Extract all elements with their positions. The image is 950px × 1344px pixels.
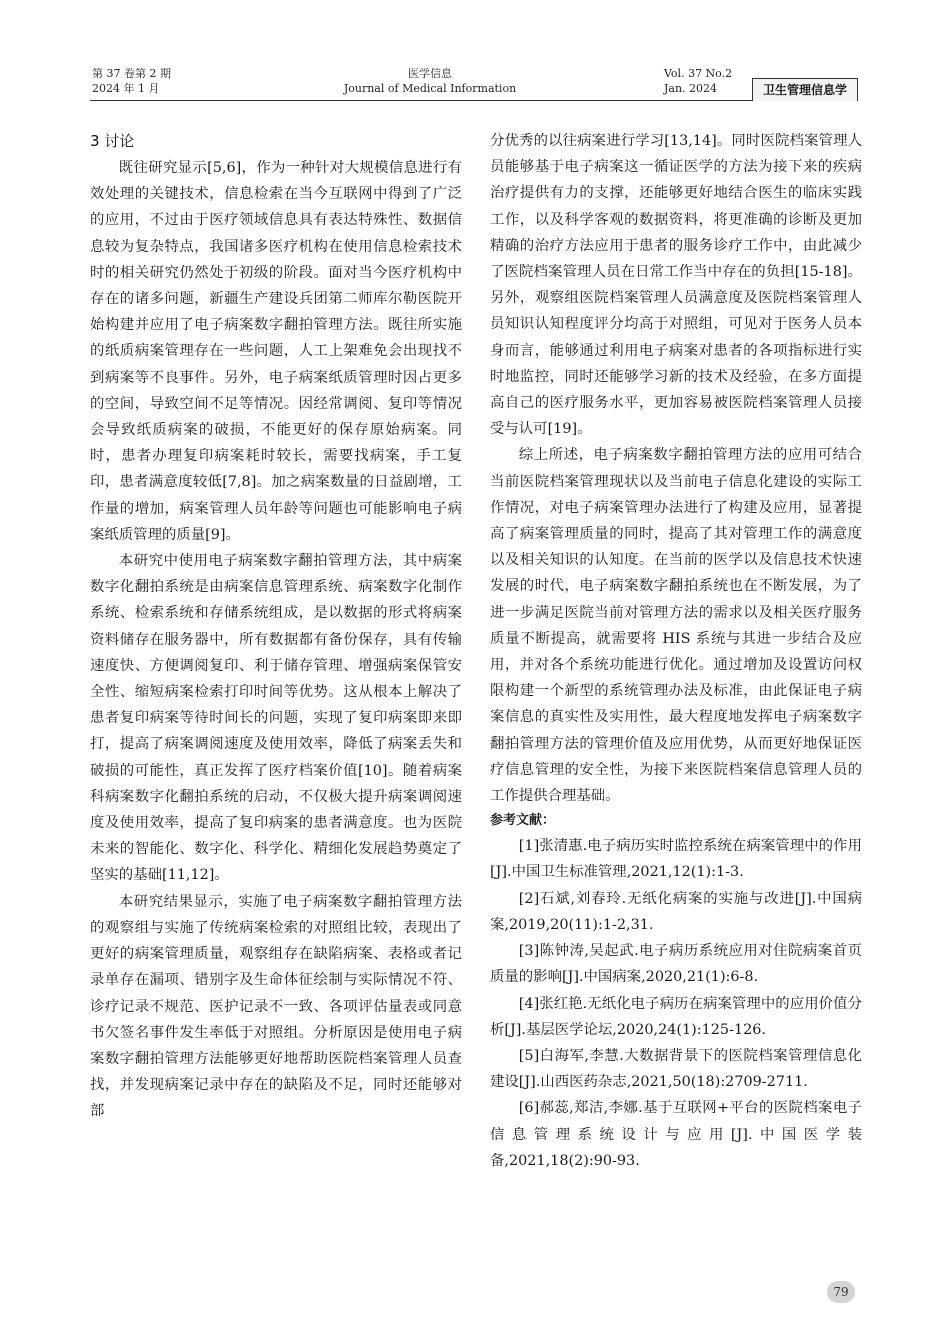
paragraph: 分优秀的以往病案进行学习[13,14]。同时医院档案管理人员能够基于电子病案这一循证医学的方法为接下来的疾病治疗提供有力的支撑，还能够更好地结合医生的临床实践工作，以及科学客观的数据资料，将更准确的诊断及更加精确的治疗方法应用于患者的服务诊疗工作中，由此减少了医院档案管理人员在日常工作当中存在的负担[15-18]。另外，观察组医院档案管理人员满意度及医院档案管理人员知识认知程度评分均高于对照组，可见对于医务人员本身而言，能够通过利用电子病案对患者的各项指标进行实时地监控，同时还能够学习新的技术及经验，在多方面提高自己的医疗服务水平，更加容易被医院档案管理人员接受与认可[19]。 [490, 133, 862, 438]
reference-item: [1]张清惠.电子病历实时监控系统在病案管理中的作用[J].中国卫生标准管理,2021,12(1):1-3. [490, 838, 862, 881]
journal-volume-info-en [664, 66, 732, 96]
left-column [90, 128, 462, 1125]
volume-issue-en: Vol. 37 No.2 [664, 67, 733, 80]
journal-volume-info [92, 66, 171, 96]
right-column [490, 128, 862, 1174]
paragraph: 本研究结果显示，实施了电子病案数字翻拍管理方法的观察组与实施了传统病案检索的对照组比较，表现出了更好的病案管理质量，观察组存在缺陷病案、表格或者记录单存在漏项、错别字及生命体征绘制与实际情况不符、诊疗记录不规范、医护记录不一致、各项评估量表或同意书欠签名事件发生率低于对照组。分析原因是使用电子病案数字翻拍管理方法能够更好地帮助医院档案管理人员查找，并发现病案记录中存在的缺陷及不足，同时还能够对部 [90, 893, 462, 1120]
reference-item: [3]陈钟涛,吴起武.电子病历系统应用对住院病案首页质量的影响[J].中国病案,2020,21(1):6-8. [490, 943, 862, 986]
paragraph: 本研究中使用电子病案数字翻拍管理方法，其中病案数字化翻拍系统是由病案信息管理系统、病案数字化制作系统、检索系统和存储系统组成，是以数据的形式将病案资料储存在服务器中，所有数据都有备份保存，具有传输速度快、方便调阅复印、利于储存管理、增强病案保管安全性、缩短病案检索打印时间等优势。这从根本上解决了患者复印病案等待时间长的问题，实现了复印病案即来即打，提高了病案调阅速度及使用效率，降低了病案丢失和破损的可能性，真正发挥了医疗档案价值[10]。随着病案科病案数字化翻拍系统的启动，不仅极大提升病案调阅速度及使用效率，提高了复印病案的患者满意度。也为医院未来的智能化、数字化、科学化、精细化发展趋势奠定了坚实的基础[11,12]。 [90, 553, 462, 884]
section-label: 卫生管理信息学 [752, 78, 858, 101]
publish-date: 2024 年 1 月 [92, 82, 160, 95]
header-rule [90, 100, 752, 101]
reference-item: [4]张红艳.无纸化电子病历在病案管理中的应用价值分析[J].基层医学论坛,2020,24(1):125-126. [490, 995, 862, 1038]
volume-issue: 第 37 卷第 2 期 [92, 67, 171, 80]
paragraph: 既往研究显示[5,6]，作为一种针对大规模信息进行有效处理的关键技术，信息检索在当今互联网中得到了广泛的应用，不过由于医疗领域信息具有表达特殊性、数据信息较为复杂特点，我国诸多医疗机构在使用信息检索技术时的相关研究仍然处于初级的阶段。面对当今医疗机构中存在的诸多问题，新疆生产建设兵团第二师库尔勒医院开始构建并应用了电子病案数字翻拍管理方法。既往所实施的纸质病案管理存在一些问题，人工上架难免会出现找不到病案等不良事件。另外，电子病案纸质管理时因占更多的空间，导致空间不足等情况。因经常调阅、复印等情况会导致纸质病案的破损，不能更好的保存原始病案。同时，患者办理复印病案耗时较长，需要找病案，手工复印，患者满意度较低[7,8]。加之病案数量的日益剧增，工作量的增加，病案管理人员年龄等问题也可能影响电子病案纸质管理的质量[9]。 [90, 160, 462, 543]
publish-date-en: Jan. 2024 [664, 82, 718, 95]
reference-item: [5]白海军,李慧.大数据背景下的医院档案管理信息化建设[J].山西医药杂志,2021,50(18):2709-2711. [490, 1047, 862, 1091]
journal-title-en: Journal of Medical Information [343, 82, 517, 95]
journal-title [340, 66, 520, 96]
reference-item: [6]郝蕊,郑洁,李娜.基于互联网+平台的医院档案电子信息管理系统设计与应用[J].中国医学装备,2021,18(2):90-93. [490, 1100, 862, 1169]
section-heading: 3 讨论 [90, 132, 135, 150]
references-title: 参考文献： [490, 813, 556, 829]
reference-item: [2]石斌,刘春玲.无纸化病案的实施与改进[J].中国病案,2019,20(11):1-2,31. [490, 890, 862, 933]
paragraph: 综上所述，电子病案数字翻拍管理方法的应用可结合当前医院档案管理现状以及当前电子信息化建设的实际工作情况，对电子病案管理办法进行了构建及应用，显著提高了病案管理质量的同时，提高了其对管理工作的满意度以及相关知识的认知度。在当前的医学以及信息技术快速发展的时代，电子病案数字翻拍系统也在不断发展，为了进一步满足医院当前对管理方法的需求以及相关医疗服务质量不断提高，就需要将 HIS 系统与其进一步结合及应用，并对各个系统功能进行优化。通过增加及设置访问权限构建一个新型的系统管理办法及标准，由此保证电子病案信息的真实性及实用性，最大程度地发挥电子病案数字翻拍管理方法的管理价值及应用优势，从而更好地保证医疗信息管理的安全性，为接下来医院档案信息管理人员的工作提供合理基础。 [490, 447, 862, 805]
journal-title-cn: 医学信息 [408, 67, 452, 80]
page-number: 79 [827, 1281, 855, 1303]
